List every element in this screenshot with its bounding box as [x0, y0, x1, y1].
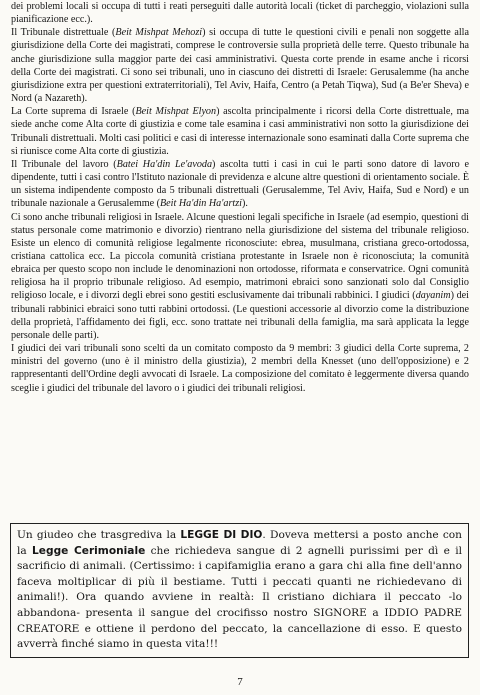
- text-run: ) dei tribunali rabbinici ebraici sono tutti rabbini ortodossi. (Le questioni accessorie al divorzio come la distribuzione della proprietà, l'affidamento dei figli, ecc. sono trattate nei tribunali della famiglia, ma sarà applicata la legge personale delle parti).: [11, 290, 469, 341]
- italic-term: Beit Mishpat Elyon: [135, 106, 217, 118]
- text-run: ).: [241, 198, 248, 210]
- text-run: ) ascolta tutti i casi in cui le parti sono datore di lavoro e dipendente, tutti i casi contro l'Istituto nazionale di previdenza e alcune altre questioni di orientamento sociale. È un sistema indipendente composto da 5 tribunali distrettuali (Gerusalemme, Tel Aviv, Haifa, Sud e Nord) e un tribunale nazionale a Gerusalemme (: [11, 158, 469, 210]
- paragraph-judge-selection: [11, 342, 469, 395]
- text-run: che richiedeva sangue di 2 agnelli purissimi per dì e il sacrificio di animali. (Certissimo: i capifamiglia erano a gara chi alla fine dell'anno faceva moltiplicar di più il bestiame. Tutti i peccati quanti ne richiedevano di animali!). Ora quando avviene in realtà: Il cristiano dichiara il peccato -lo abbandona- presenta il sangue del crocifisso nostro SIGNORE a IDDIO PADRE CREATORE e ottiene il perdono del peccato, la cancellazione di esso. E questo avverrà finché siamo in questa vita!!!: [17, 544, 462, 651]
- text-run: . Doveva mettersi a posto anche con la: [17, 529, 462, 557]
- page-number: 7: [237, 676, 243, 688]
- text-run: I giudici dei vari tribunali sono scelti da un comitato composto da 9 membri: 3 giudici della Corte suprema, 2 ministri del governo (uno è il ministro della giustizia), 2 membri della Knesset (uno dell'opposizione) e 2 rappresentanti dell'Ordine degli avvocati di Israele. La composizione del comitato è leggermente diversa quando sceglie i giudici del tribunale del lavoro o i giudici dei tribunali religiosi.: [11, 343, 469, 394]
- text-run: Il Tribunale del lavoro (: [11, 158, 117, 170]
- document-body: [11, 0, 469, 395]
- text-run: Ci sono anche tribunali religiosi in Israele. Alcune questioni legali specifiche in Israele (ad esempio, questioni di status personale come matrimonio e divorzio) rientrano nella giurisdizione del sistema del tribunale religioso. Esiste un elenco di comunità religiose legalmente riconosciute: ebrea, musulmana, cristiana greco-ortodossa, cristiana cattolica ecc. La piccola comunità cristiana protestante in Israele non è riconosciuta; la comunità ebraica per questo scopo non include le denominazioni non ortodosse, riformata e conservatrice. Ogni comunità religiosa ha il proprio tribunale religioso. Ad esempio, matrimoni ebraici sono sanzionati solo dal Consiglio religioso locale, e i divorzi degli ebrei sono gestiti esclusivamente dai tribunali rabbinici. I giudici (: [11, 211, 469, 302]
- text-run: Il Tribunale distrettuale (: [11, 27, 116, 39]
- paragraph-religious-courts: [11, 211, 469, 343]
- paragraph-labor-court: [11, 158, 469, 211]
- paragraph-district-court: [11, 26, 469, 105]
- paragraph-intro-continuation: [11, 0, 469, 26]
- italic-term: Beit Mishpat Mehozi: [115, 27, 203, 39]
- bold-term: LEGGE DI DIO: [180, 529, 263, 541]
- text-run: Un giudeo che trasgrediva la: [17, 529, 181, 541]
- italic-term: Beit Ha'din Ha'artzi: [160, 198, 242, 210]
- text-run: ) si occupa di tutte le questioni civili e penali non soggette alla giurisdizione della Corte dei magistrati, comprese le controversie sulla proprietà delle terre. Questo tribunale ha anche giurisdizione sulla maggior parte dei casi amministrativi. Questa corte prende in esame anche i ricorsi della Corte dei magistrati. Ci sono sei tribunali, uno in ciascuno dei distretti di Israele: Gerusalemme (ha anche giurisdizione extra per questioni extraterritoriali), Tel Aviv, Haifa, Centro (a Petah Tiqwa), Sud (a Be'er Sheva) e Nord (a Nazareth).: [11, 27, 469, 105]
- italic-term: dayanim: [415, 290, 451, 302]
- paragraph-supreme-court: [11, 105, 469, 158]
- text-run: dei problemi locali si occupa di tutti i reati perseguiti dalle autorità locali (ticket di parcheggio, violazioni sulla pianificazione ecc.).: [11, 1, 469, 26]
- text-run: ) ascolta principalmente i ricorsi della Corte distrettuale, ma siede anche come Alta corte di giustizia e come tale esamina i casi amministrativi non sotto la giurisdizione dei Tribunali distrettuali. Molti casi politici e casi di interesse internazionale sono esaminati dalla Corte suprema che si riunisce come Alta corte di giustizia.: [11, 106, 469, 157]
- boxed-note: [10, 523, 469, 658]
- text-run: La Corte suprema di Israele (: [11, 106, 136, 118]
- italic-term: Batei Ha'din Le'avoda: [116, 158, 213, 170]
- bold-term: Legge Cerimoniale: [32, 544, 146, 557]
